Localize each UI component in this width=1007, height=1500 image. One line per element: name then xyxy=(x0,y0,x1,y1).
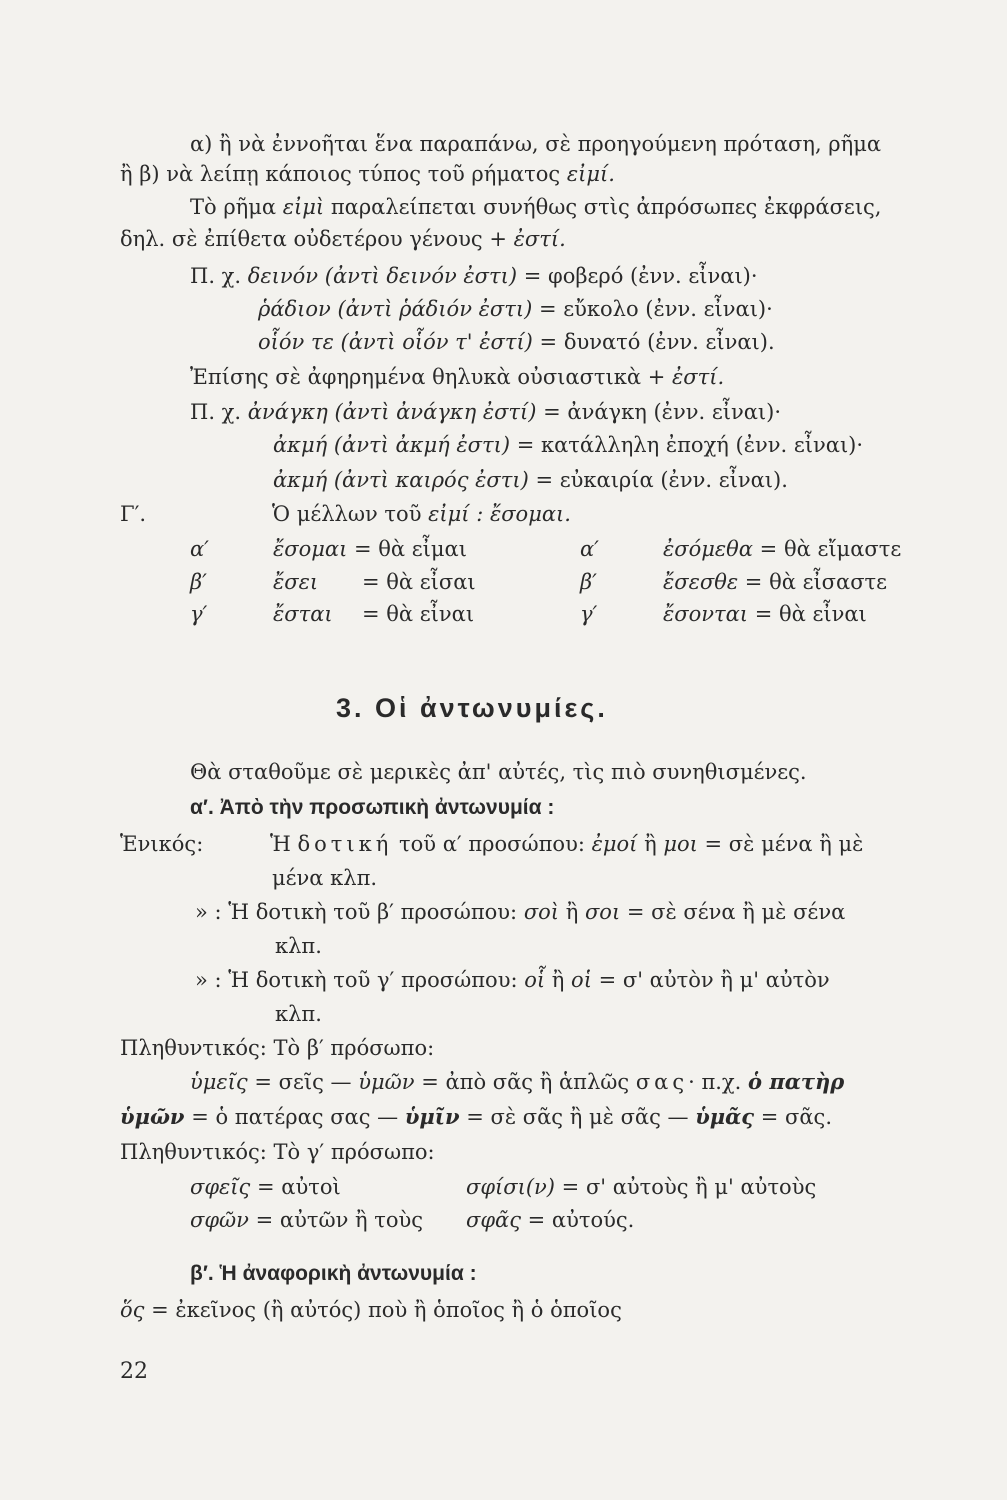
text-span: = εὐκαιρία (ἐνν. εἶναι). xyxy=(528,468,788,492)
text-span: ἢ xyxy=(637,832,664,856)
text-span: » : Ἡ δοτικὴ τοῦ β′ προσώπου: xyxy=(195,900,524,924)
text-span: ἐστί. xyxy=(513,227,566,251)
text-span: ὑμῶν xyxy=(120,1104,185,1129)
text-span: οἷόν τε (ἀντὶ οἷόν τ' ἐστί) xyxy=(258,330,533,354)
text-span: ὁ πατὴρ xyxy=(748,1069,845,1094)
text-span: ἔσει xyxy=(273,570,319,594)
text-line xyxy=(190,1068,844,1096)
text-span: γ′ xyxy=(580,602,598,626)
conj-form xyxy=(663,600,867,628)
text-span: ἢ xyxy=(545,968,572,992)
text-span: κλπ. xyxy=(275,934,322,958)
text-span: » : Ἡ δοτικὴ τοῦ γ′ προσώπου: xyxy=(195,968,525,992)
text-span: ἔσονται xyxy=(663,602,749,626)
text-span: μένα κλπ. xyxy=(272,866,378,890)
conj-form xyxy=(273,568,318,596)
conj-form xyxy=(663,568,887,596)
text-span: εἰμί : ἔσομαι. xyxy=(428,502,571,526)
text-line xyxy=(272,864,377,892)
text-span: Ἡ xyxy=(270,832,298,856)
text-span: τοῦ α′ προσώπου: xyxy=(392,832,592,856)
text-span: εἰμὶ xyxy=(282,195,325,219)
text-span: δηλ. σὲ ἐπίθετα οὐδετέρου γένους + xyxy=(120,227,514,251)
text-span: ἐμοί xyxy=(591,832,638,856)
text-span: ἔσεσθε xyxy=(663,570,739,594)
text-span: Π. χ. xyxy=(190,264,248,288)
page-number: 22 xyxy=(120,1359,148,1384)
text-span: σοι xyxy=(584,900,621,924)
text-line xyxy=(120,1103,832,1131)
conj-num xyxy=(190,568,207,596)
text-span: Πληθυντικός: Τὸ γ′ πρόσωπο: xyxy=(120,1140,435,1164)
label-plural xyxy=(120,1034,434,1062)
text-line xyxy=(270,830,863,858)
conj-num xyxy=(190,600,207,628)
text-span: ὑμεῖς xyxy=(190,1070,248,1094)
text-line xyxy=(195,966,830,994)
label-singular xyxy=(120,830,203,858)
text-span: ὅς xyxy=(120,1298,145,1322)
example-line xyxy=(273,431,863,459)
conj-num xyxy=(580,535,599,563)
text-span: σφίσι(ν) xyxy=(466,1175,555,1199)
text-span: Π. χ. xyxy=(190,400,248,424)
example-line xyxy=(190,398,781,426)
text-span: ὑμῶν xyxy=(358,1070,415,1094)
text-span: σφῶν xyxy=(190,1208,249,1232)
text-span: = ἐκεῖνος (ἢ αὐτός) ποὺ ἢ ὁποῖος ἢ ὁ ὁποῖος xyxy=(144,1298,622,1322)
text-line xyxy=(190,130,881,158)
text-span: = θὰ εἴμαστε xyxy=(753,537,902,561)
text-span: οἱ xyxy=(571,968,592,992)
text-span: Ὁ μέλλων τοῦ xyxy=(272,502,429,526)
text-line xyxy=(120,225,566,253)
text-span: = θὰ εἶσαστε xyxy=(738,570,888,594)
text-line xyxy=(275,1000,322,1028)
text-span: = αὐτοὶ xyxy=(250,1175,341,1199)
text-span: = φοβερό (ἐνν. εἶναι)· xyxy=(517,264,758,288)
subsection-heading xyxy=(190,794,554,822)
text-line xyxy=(120,1296,622,1324)
text-span: σφεῖς xyxy=(190,1175,251,1199)
text-span: = αὐτούς. xyxy=(520,1208,635,1232)
text-span: σφᾶς xyxy=(466,1208,521,1232)
text-span: Πληθυντικός: Τὸ β′ πρόσωπο: xyxy=(120,1036,435,1060)
text-span: Θὰ σταθοῦμε σὲ μερικὲς ἀπ' αὐτές, τὶς πιὸ συνηθισμένες. xyxy=(190,760,807,784)
text-span: = σεῖς — xyxy=(247,1070,359,1094)
example-line xyxy=(190,262,758,290)
text-span: οἷ xyxy=(524,968,546,992)
text-span: β′. Ἡ ἀναφορικὴ ἀντωνυμία : xyxy=(190,1262,477,1285)
text-line xyxy=(120,160,615,188)
text-span: α′ xyxy=(190,537,209,561)
text-span: σοὶ xyxy=(523,900,560,924)
text-span: ἢ β) νὰ λείπῃ κάποιος τύπος τοῦ ρήματος xyxy=(120,162,567,186)
text-span: = σὲ σᾶς ἢ μὲ σᾶς — xyxy=(459,1105,696,1129)
example-line xyxy=(258,328,775,356)
text-span: ὑμῖν xyxy=(404,1104,460,1129)
conj-num xyxy=(190,535,209,563)
text-span: α′. Ἀπὸ τὴν προσωπικὴ ἀντωνυμία : xyxy=(190,796,555,819)
text-line xyxy=(466,1173,816,1201)
text-span: = ὁ πατέρας σας — xyxy=(184,1105,405,1129)
text-span: Γ′. xyxy=(120,502,147,526)
text-span: = θὰ εἶναι xyxy=(748,602,867,626)
text-span: δεινόν (ἀντὶ δεινόν ἐστι) xyxy=(247,264,518,288)
text-span: β′ xyxy=(190,570,207,594)
text-span: ἀκμή (ἀντὶ ἀκμή ἐστι) xyxy=(273,433,511,457)
text-span: = δυνατό (ἐνν. εἶναι). xyxy=(532,330,775,354)
text-span: = σ' αὐτοὺς ἢ μ' αὐτοὺς xyxy=(555,1175,817,1199)
text-span: = εὔκολο (ἐνν. εἶναι)· xyxy=(532,297,773,321)
conj-num xyxy=(580,600,597,628)
text-span: = αὐτῶν ἢ τοὺς xyxy=(248,1208,424,1232)
conj-meaning xyxy=(362,600,474,628)
text-span: κλπ. xyxy=(275,1002,322,1026)
future-intro xyxy=(272,500,571,528)
text-span: = ἀπὸ σᾶς ἢ ἁπλῶς xyxy=(414,1070,636,1094)
text-span: παραλείπεται συνήθως στὶς ἀπρόσωπες ἐκφράσεις, xyxy=(324,195,882,219)
text-span: Ἐπίσης σὲ ἀφηρημένα θηλυκὰ οὐσιαστικὰ + xyxy=(190,365,673,389)
text-line xyxy=(190,1206,423,1234)
text-span: = θὰ εἶμαι xyxy=(347,537,467,561)
text-span: = σ' αὐτὸν ἢ μ' αὐτὸν xyxy=(591,968,830,992)
text-span: ἀκμή (ἀντὶ καιρός ἐστι) xyxy=(273,468,529,492)
text-span: Ἑνικός: xyxy=(120,832,204,856)
text-span: = σᾶς. xyxy=(754,1105,832,1129)
text-span: ὑμᾶς xyxy=(695,1104,755,1129)
text-line xyxy=(190,193,882,221)
text-span: ἔσομαι xyxy=(273,537,348,561)
text-span: δοτική xyxy=(297,832,393,856)
text-line xyxy=(190,363,724,391)
text-line xyxy=(275,932,322,960)
text-span: ἐσόμεθα xyxy=(663,537,753,561)
text-span: β′ xyxy=(580,570,597,594)
label-plural xyxy=(120,1138,435,1166)
conj-form xyxy=(273,535,467,563)
section-heading xyxy=(336,694,608,722)
example-line xyxy=(273,466,788,494)
text-span: · π.χ. xyxy=(688,1070,749,1094)
example-line xyxy=(258,295,773,323)
text-span: Τὸ ρῆμα xyxy=(190,195,283,219)
text-span: γ′ xyxy=(190,602,208,626)
text-span: ἀνάγκη (ἀντὶ ἀνάγκη ἐστί) xyxy=(247,400,537,424)
text-span: α′ xyxy=(580,537,599,561)
text-span: ἔσται xyxy=(273,602,333,626)
text-span: μοι xyxy=(663,832,698,856)
conj-num xyxy=(580,568,597,596)
text-span: = θὰ εἶναι xyxy=(362,602,475,626)
section-label-gamma xyxy=(120,500,146,528)
text-line xyxy=(466,1206,634,1234)
text-span: = κατάλληλη ἐποχή (ἐνν. εἶναι)· xyxy=(510,433,864,457)
text-span: σας xyxy=(635,1070,689,1094)
conj-meaning xyxy=(362,568,476,596)
text-span: ἐστί. xyxy=(672,365,725,389)
text-span: 3. Οἱ ἀντωνυμίες. xyxy=(336,693,608,723)
subsection-heading xyxy=(190,1260,477,1288)
text-span: = ἀνάγκη (ἐνν. εἶναι)· xyxy=(536,400,781,424)
text-span: ῥάδιον (ἀντὶ ῥάδιόν ἐστι) xyxy=(258,297,533,321)
text-line xyxy=(195,898,845,926)
text-line xyxy=(190,758,807,786)
text-span: εἰμί. xyxy=(566,162,615,186)
text-span: = θὰ εἶσαι xyxy=(362,570,476,594)
text-span: α) ἢ νὰ ἐννοῆται ἕνα παραπάνω, σὲ προηγούμενη πρόταση, ρῆμα xyxy=(190,132,882,156)
text-span: ἢ xyxy=(559,900,585,924)
conj-form xyxy=(273,600,333,628)
text-span: = σὲ σένα ἢ μὲ σένα xyxy=(620,900,846,924)
text-span: = σὲ μένα ἢ μὲ xyxy=(697,832,864,856)
conj-form xyxy=(663,535,901,563)
text-line xyxy=(190,1173,341,1201)
